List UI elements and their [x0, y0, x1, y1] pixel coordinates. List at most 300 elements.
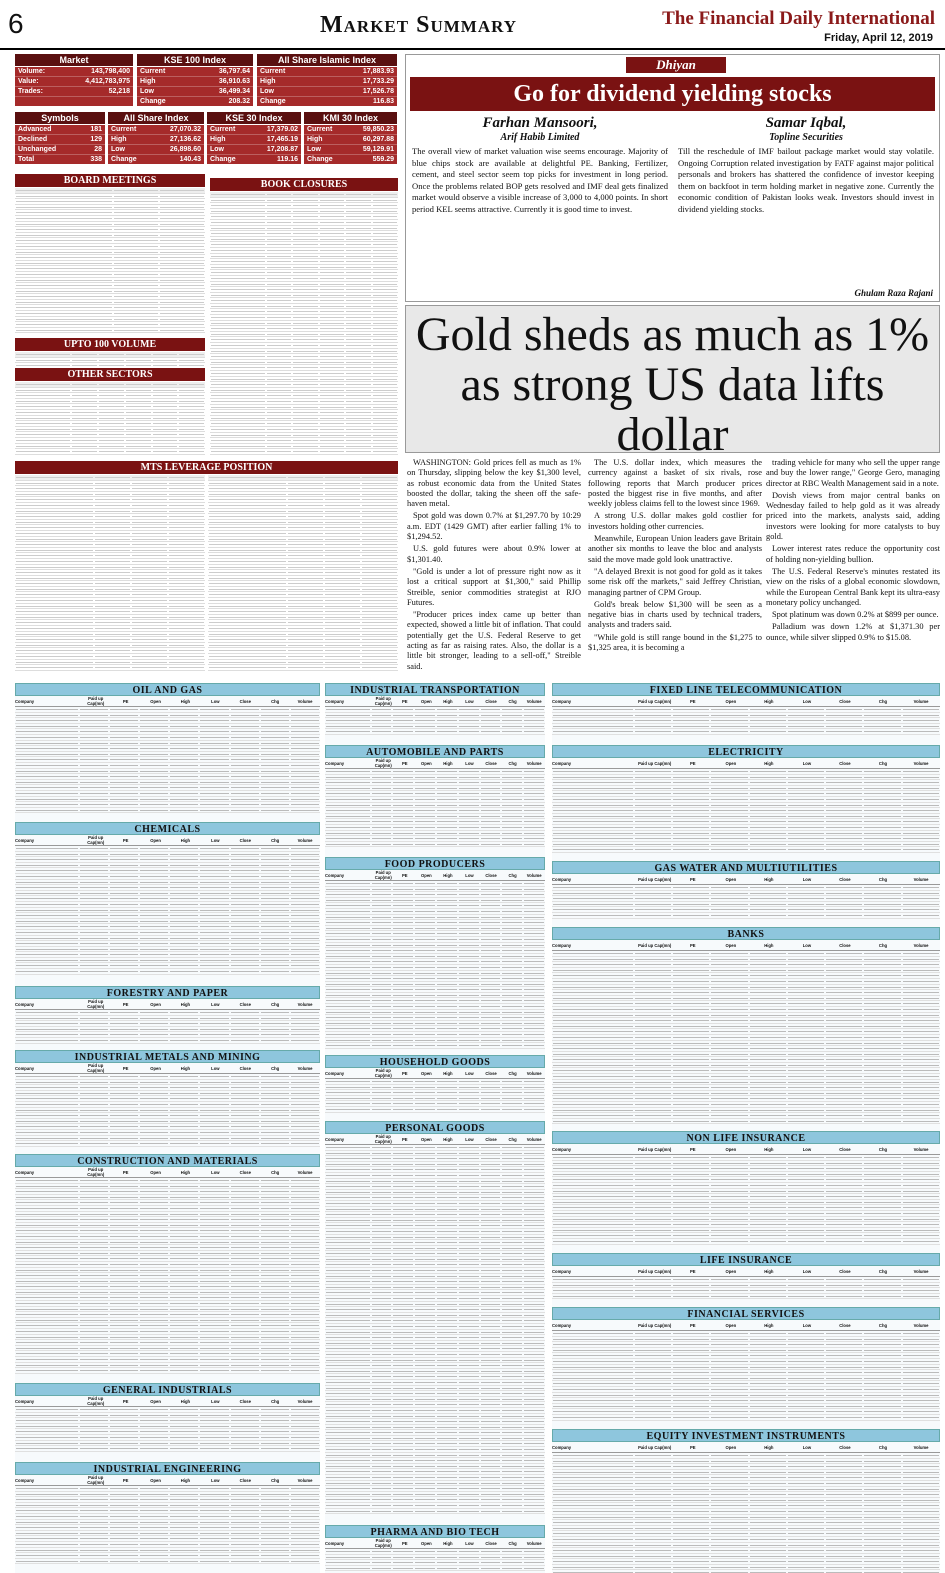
sector-rows	[325, 1079, 545, 1113]
sector-rows	[325, 881, 545, 1049]
table-cell	[903, 1383, 939, 1384]
table-cell	[864, 1003, 900, 1004]
table-cell	[903, 1179, 939, 1180]
table-cell	[231, 965, 259, 966]
table-cell	[160, 307, 204, 308]
table-cell	[903, 981, 939, 982]
table-cell	[95, 650, 130, 651]
table-cell	[826, 1121, 862, 1122]
table-cell	[502, 1320, 522, 1321]
table-cell	[393, 1237, 413, 1238]
table-cell	[864, 821, 900, 822]
column-header: Company	[325, 1540, 345, 1546]
table-cell	[261, 1040, 289, 1041]
table-cell	[110, 1270, 138, 1271]
table-cell	[864, 1550, 900, 1551]
table-cell	[864, 1207, 900, 1208]
column-header: Low	[211, 1398, 220, 1404]
table-cell	[288, 494, 323, 495]
table-cell	[415, 709, 435, 710]
table-cell	[346, 423, 370, 424]
table-cell	[261, 765, 289, 766]
table-cell	[200, 870, 228, 871]
table-cell	[16, 1488, 78, 1489]
table-cell	[903, 1037, 939, 1038]
table-cell	[903, 1015, 939, 1016]
table-cell	[261, 1555, 289, 1556]
table-cell	[481, 1237, 501, 1238]
table-cell	[372, 731, 392, 732]
table-cell	[711, 1043, 747, 1044]
table-cell	[553, 838, 633, 839]
table-cell	[160, 296, 204, 297]
table-cell	[788, 1285, 824, 1286]
table-cell	[320, 284, 344, 285]
table-cell	[750, 1383, 786, 1384]
table-cell	[326, 1153, 370, 1154]
table-cell	[393, 1320, 413, 1321]
panel-row	[15, 125, 105, 135]
table-cell	[346, 384, 370, 385]
table-cell	[170, 893, 198, 894]
table-cell	[711, 788, 747, 789]
table-cell	[325, 483, 360, 484]
table-cell	[231, 1437, 259, 1438]
table-cell	[372, 1209, 392, 1210]
table-cell	[291, 1180, 319, 1181]
table-cell	[140, 743, 168, 744]
table-cell	[200, 1426, 228, 1427]
table-cell	[110, 1550, 138, 1551]
table-cell	[267, 194, 291, 195]
table-cell	[72, 390, 97, 391]
board-meetings-header: BOARD MEETINGS	[15, 174, 205, 187]
table-cell	[325, 522, 360, 523]
table-cell	[200, 1550, 228, 1551]
table-cell	[291, 1186, 319, 1187]
table-cell	[826, 1196, 862, 1197]
table-cell	[326, 1337, 370, 1338]
table-cell	[170, 1186, 198, 1187]
table-cell	[415, 1443, 435, 1444]
table-cell	[261, 1426, 289, 1427]
table-cell	[864, 1461, 900, 1462]
table-cell	[291, 1029, 319, 1030]
table-cell	[788, 1213, 824, 1214]
table-cell	[635, 799, 671, 800]
table-cell	[502, 821, 522, 822]
table-cell	[293, 446, 317, 447]
table-cell	[291, 1202, 319, 1203]
table-cell	[553, 1417, 633, 1418]
table-cell	[209, 544, 286, 545]
table-cell	[16, 412, 70, 413]
table-cell	[16, 1018, 78, 1019]
table-cell	[170, 904, 198, 905]
panel-row	[257, 77, 397, 87]
column-header: Paid up Cap(mn)	[87, 1475, 105, 1485]
table-cell	[372, 1192, 392, 1193]
table-cell	[211, 379, 265, 380]
table-cell	[788, 1296, 824, 1297]
table-cell	[80, 865, 108, 866]
table-cell	[864, 827, 900, 828]
mts-table-right	[208, 475, 398, 675]
table-cell	[415, 900, 435, 901]
table-cell	[903, 1230, 939, 1231]
table-cell	[16, 1208, 78, 1209]
table-cell	[635, 1098, 671, 1099]
table-cell	[80, 1247, 108, 1248]
table-cell	[437, 984, 457, 985]
table-cell	[288, 533, 323, 534]
table-cell	[261, 1018, 289, 1019]
table-cell	[372, 1092, 392, 1093]
table-cell	[140, 848, 168, 849]
table-cell	[170, 1121, 198, 1122]
table-cell	[864, 1070, 900, 1071]
table-cell	[750, 1191, 786, 1192]
table-cell	[437, 961, 457, 962]
table-cell	[169, 639, 204, 640]
table-cell	[393, 777, 413, 778]
table-cell	[110, 943, 138, 944]
table-cell	[502, 788, 522, 789]
table-cell	[826, 1082, 862, 1083]
table-cell	[200, 1342, 228, 1343]
table-cell	[826, 838, 862, 839]
table-cell	[903, 1466, 939, 1467]
table-cell	[80, 1115, 108, 1116]
table-cell	[553, 810, 633, 811]
table-cell	[16, 1409, 78, 1410]
table-cell	[373, 222, 397, 223]
table-cell	[320, 451, 344, 452]
board-meetings-table	[15, 188, 205, 334]
sector-header: OIL AND GAS	[15, 683, 320, 696]
table-cell	[635, 1505, 671, 1506]
table-cell	[293, 205, 317, 206]
table-cell	[16, 611, 93, 612]
table-cell	[16, 726, 78, 727]
table-cell	[110, 1522, 138, 1523]
column-header: PE	[402, 872, 408, 878]
table-cell	[393, 1568, 413, 1569]
table-cell	[903, 1241, 939, 1242]
table-cell	[169, 488, 204, 489]
table-cell	[524, 973, 544, 974]
table-cell	[673, 1383, 709, 1384]
table-cell	[231, 854, 259, 855]
table-cell	[750, 1533, 786, 1534]
table-cell	[372, 1298, 392, 1299]
table-cell	[16, 1527, 78, 1528]
table-cell	[153, 440, 178, 441]
table-cell	[114, 252, 158, 253]
table-cell	[393, 1388, 413, 1389]
table-cell	[524, 782, 544, 783]
column-credit: Ghulam Raza Rajani	[854, 288, 933, 298]
table-cell	[326, 961, 370, 962]
table-cell	[16, 709, 78, 710]
table-cell	[673, 1511, 709, 1512]
table-cell	[140, 1143, 168, 1144]
table-cell	[291, 1087, 319, 1088]
table-cell	[211, 328, 265, 329]
table-cell	[372, 821, 392, 822]
table-cell	[393, 1483, 413, 1484]
table-cell	[502, 1147, 522, 1148]
table-cell	[415, 777, 435, 778]
table-cell	[903, 1213, 939, 1214]
table-cell	[711, 1098, 747, 1099]
column-header: Company	[325, 872, 345, 878]
table-cell	[750, 898, 786, 899]
table-cell	[261, 1494, 289, 1495]
table-cell	[393, 973, 413, 974]
table-cell	[326, 1320, 370, 1321]
table-cell	[502, 720, 522, 721]
table-cell	[673, 1494, 709, 1495]
table-cell	[635, 1361, 671, 1362]
table-cell	[673, 731, 709, 732]
table-cell	[80, 910, 108, 911]
panel-label: Value:	[18, 78, 39, 85]
table-cell	[415, 1012, 435, 1013]
table-cell	[110, 1264, 138, 1265]
panel-title: Market	[15, 54, 133, 67]
table-cell	[200, 887, 228, 888]
table-cell	[711, 1455, 747, 1456]
table-cell	[140, 1104, 168, 1105]
table-cell	[261, 904, 289, 905]
table-cell	[635, 1026, 671, 1027]
table-cell	[393, 1248, 413, 1249]
table-cell	[635, 782, 671, 783]
table-cell	[673, 1344, 709, 1345]
table-cell	[261, 1180, 289, 1181]
table-cell	[864, 1031, 900, 1032]
column-header: Open	[150, 698, 161, 704]
table-cell	[437, 1248, 457, 1249]
table-cell	[393, 1427, 413, 1428]
table-cell	[673, 1461, 709, 1462]
table-cell	[502, 1399, 522, 1400]
table-cell	[346, 211, 370, 212]
table-cell	[459, 939, 479, 940]
table-cell	[80, 954, 108, 955]
table-cell	[502, 1109, 522, 1110]
table-cell	[553, 844, 633, 845]
table-cell	[170, 1370, 198, 1371]
table-cell	[373, 278, 397, 279]
article-paragraph: Meanwhile, European Union leaders gave Britain another six months to leave the bloc and analysts said the move made gold look unattractive.	[588, 534, 762, 564]
table-cell	[373, 284, 397, 285]
table-cell	[711, 782, 747, 783]
table-cell	[160, 274, 204, 275]
table-cell	[231, 1040, 259, 1041]
table-cell	[16, 1292, 78, 1293]
table-cell	[673, 1296, 709, 1297]
table-cell	[459, 1147, 479, 1148]
table-cell	[788, 777, 824, 778]
table-cell	[524, 788, 544, 789]
table-cell	[200, 1544, 228, 1545]
table-cell	[326, 1092, 370, 1093]
table-cell	[372, 928, 392, 929]
table-cell	[635, 1483, 671, 1484]
table-cell	[788, 1361, 824, 1362]
table-cell	[200, 1499, 228, 1500]
table-cell	[288, 667, 323, 668]
table-cell	[711, 987, 747, 988]
table-cell	[788, 849, 824, 850]
table-cell	[635, 1417, 671, 1418]
table-cell	[346, 233, 370, 234]
table-cell	[346, 300, 370, 301]
column-header: Paid up Cap(mn)	[87, 1167, 105, 1177]
table-row	[325, 729, 545, 735]
table-cell	[903, 771, 939, 772]
column-header: Volume	[297, 1398, 313, 1404]
table-cell	[362, 622, 397, 623]
table-cell	[372, 1348, 392, 1349]
table-cell	[459, 1203, 479, 1204]
table-cell	[437, 793, 457, 794]
table-cell	[132, 533, 167, 534]
table-cell	[673, 915, 709, 916]
table-cell	[80, 1018, 108, 1019]
table-cell	[415, 939, 435, 940]
table-cell	[393, 1087, 413, 1088]
table-cell	[211, 272, 265, 273]
table-cell	[864, 731, 900, 732]
table-cell	[209, 539, 286, 540]
table-cell	[903, 1522, 939, 1523]
table-cell	[95, 483, 130, 484]
table-cell	[110, 848, 138, 849]
table-cell	[291, 1138, 319, 1139]
table-cell	[788, 953, 824, 954]
table-cell	[291, 938, 319, 939]
table-cell	[553, 1344, 633, 1345]
table-cell	[635, 1378, 671, 1379]
table-cell	[200, 1115, 228, 1116]
table-cell	[372, 1012, 392, 1013]
table-cell	[110, 1365, 138, 1366]
table-cell	[864, 1065, 900, 1066]
table-cell	[502, 1551, 522, 1552]
table-cell	[80, 887, 108, 888]
table-cell	[179, 446, 204, 447]
table-cell	[261, 1314, 289, 1315]
table-cell	[393, 1017, 413, 1018]
panel-row	[137, 87, 253, 97]
table-cell	[437, 1220, 457, 1221]
table-cell	[903, 1344, 939, 1345]
table-cell	[711, 1082, 747, 1083]
table-cell	[267, 317, 291, 318]
table-cell	[481, 1231, 501, 1232]
table-cell	[826, 726, 862, 727]
table-cell	[372, 995, 392, 996]
table-cell	[261, 1325, 289, 1326]
table-cell	[110, 898, 138, 899]
table-cell	[231, 1186, 259, 1187]
table-cell	[393, 961, 413, 962]
table-cell	[170, 1082, 198, 1083]
table-cell	[437, 1388, 457, 1389]
table-cell	[261, 776, 289, 777]
table-cell	[372, 838, 392, 839]
table-cell	[372, 894, 392, 895]
table-cell	[415, 827, 435, 828]
table-cell	[326, 1248, 370, 1249]
table-cell	[481, 1551, 501, 1552]
table-cell	[635, 893, 671, 894]
table-cell	[16, 446, 70, 447]
table-cell	[80, 1076, 108, 1077]
table-cell	[788, 1191, 824, 1192]
table-cell	[373, 446, 397, 447]
table-cell	[261, 1121, 289, 1122]
table-cell	[635, 1157, 671, 1158]
table-cell	[231, 1236, 259, 1237]
table-cell	[393, 1309, 413, 1310]
table-cell	[459, 1181, 479, 1182]
table-cell	[231, 1292, 259, 1293]
table-cell	[16, 1236, 78, 1237]
table-cell	[80, 1342, 108, 1343]
table-cell	[711, 720, 747, 721]
sector-table	[552, 1307, 940, 1425]
table-cell	[267, 362, 291, 363]
table-cell	[826, 898, 862, 899]
column-header: Low	[465, 1070, 474, 1076]
table-cell	[437, 1192, 457, 1193]
table-cell	[373, 317, 397, 318]
table-row	[552, 1239, 940, 1245]
table-cell	[200, 1359, 228, 1360]
table-cell	[231, 1110, 259, 1111]
table-cell	[80, 1110, 108, 1111]
table-cell	[415, 1287, 435, 1288]
table-cell	[481, 1248, 501, 1249]
table-cell	[372, 1354, 392, 1355]
table-cell	[200, 720, 228, 721]
table-cell	[750, 1054, 786, 1055]
table-cell	[459, 1488, 479, 1489]
table-cell	[437, 1158, 457, 1159]
table-cell	[95, 561, 130, 562]
table-cell	[261, 854, 289, 855]
table-cell	[415, 1000, 435, 1001]
table-cell	[291, 1242, 319, 1243]
table-cell	[826, 1224, 862, 1225]
table-cell	[524, 1432, 544, 1433]
table-cell	[153, 429, 178, 430]
table-cell	[524, 950, 544, 951]
table-cell	[903, 1350, 939, 1351]
table-cell	[261, 1219, 289, 1220]
table-cell	[170, 954, 198, 955]
market-panel	[15, 54, 133, 106]
table-cell	[114, 285, 158, 286]
table-cell	[673, 975, 709, 976]
table-cell	[72, 423, 97, 424]
table-cell	[80, 870, 108, 871]
table-cell	[325, 572, 360, 573]
